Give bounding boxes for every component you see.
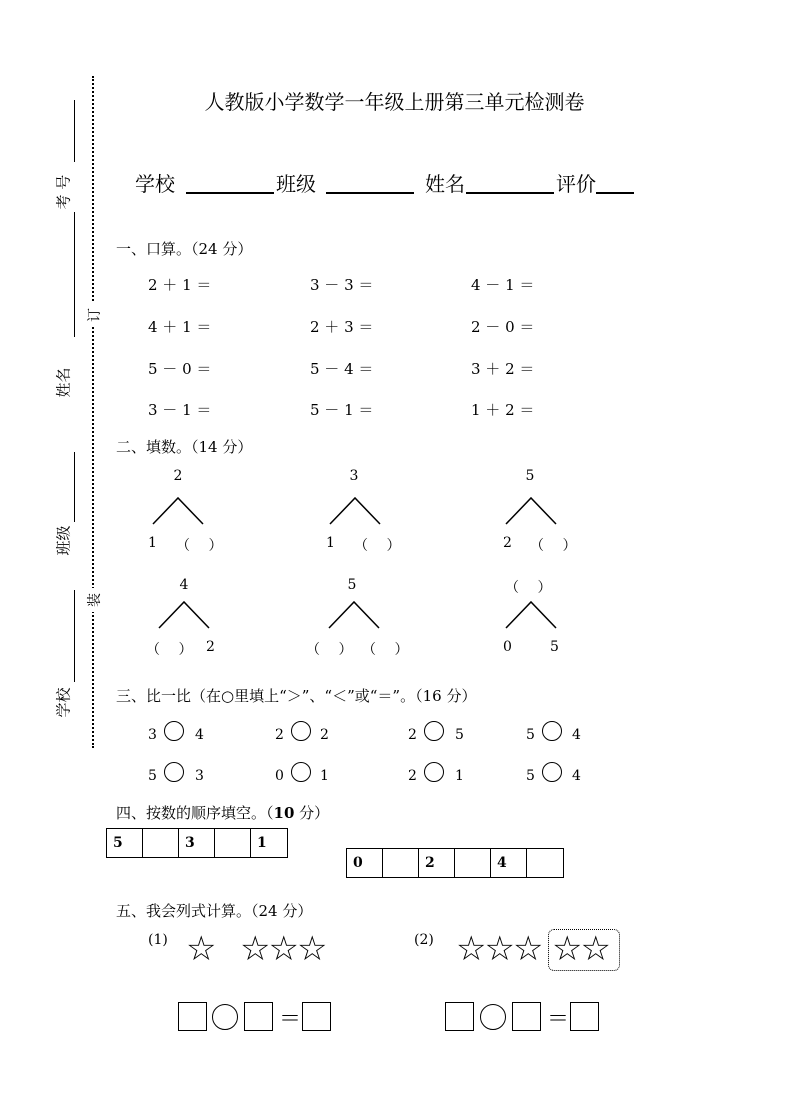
answer-box[interactable] (178, 1002, 207, 1031)
tree-left-blank[interactable]: （ ） (306, 642, 353, 658)
page-title: 人教版小学数学一年级上册第三单元检测卷 (204, 90, 585, 114)
compare-circle[interactable] (542, 721, 562, 741)
star-group-icon: ☆☆ (552, 929, 609, 969)
sequence-cell: 3 (179, 829, 215, 857)
equals-sign: ＝ (547, 1007, 570, 1032)
sequence-cell: 4 (491, 849, 527, 877)
school-field[interactable] (186, 170, 274, 194)
sequence-cell-blank[interactable] (215, 829, 251, 857)
class-label: 班级 (276, 172, 316, 196)
sequence-cell: 0 (347, 849, 383, 877)
tree-branch-icon (150, 496, 206, 526)
margin-line-name (74, 212, 75, 337)
compare-left: 5 (526, 727, 535, 743)
margin-line-school (74, 590, 75, 682)
oral-calc-item: 2 ＋ 3 ＝ (310, 318, 374, 336)
compare-left: 3 (148, 727, 157, 743)
oral-calc-item: 4 ＋ 1 ＝ (148, 318, 212, 336)
tree-right-blank[interactable]: （ ） (176, 538, 223, 554)
compare-right: 4 (572, 768, 581, 784)
tree-top-blank[interactable]: （ ） (505, 580, 552, 596)
operator-circle[interactable] (480, 1004, 506, 1030)
compare-right: 5 (455, 727, 464, 743)
oral-calc-item: 3 ＋ 2 ＝ (471, 360, 535, 378)
tree-left: 2 (503, 535, 512, 551)
sequence-cell-blank[interactable] (383, 849, 419, 877)
tree-branch-icon (156, 600, 212, 630)
star-group-icon: ☆☆☆ (240, 929, 326, 969)
tree-branch-icon (326, 600, 382, 630)
margin-line-class (74, 452, 75, 522)
margin-label-name: 姓名 (54, 367, 73, 398)
sequence-box-1 (106, 828, 288, 858)
tree-right: 5 (550, 639, 559, 655)
problem-1-label: (1) (148, 932, 168, 948)
tree-branch-icon (503, 496, 559, 526)
compare-right: 3 (195, 768, 204, 784)
answer-box[interactable] (244, 1002, 273, 1031)
tree-right-blank[interactable]: （ ） (354, 538, 401, 554)
oral-calc-item: 1 ＋ 2 ＝ (471, 401, 535, 419)
compare-circle[interactable] (164, 762, 184, 782)
tree-top: 3 (349, 468, 359, 484)
tree-left: 1 (148, 535, 157, 551)
compare-circle[interactable] (291, 762, 311, 782)
tree-left: 1 (326, 535, 335, 551)
section-3-heading: 三、比一比（在○里填上“＞”、“＜”或“＝”。（16 分） (116, 687, 477, 705)
compare-left: 2 (275, 727, 284, 743)
tree-top: 4 (179, 577, 189, 593)
section-4-heading-suffix: 分） (294, 804, 330, 822)
oral-calc-item: 3 － 1 ＝ (148, 401, 212, 419)
oral-calc-item: 5 － 0 ＝ (148, 360, 212, 378)
compare-circle[interactable] (164, 721, 184, 741)
answer-box[interactable] (302, 1002, 331, 1031)
tree-right-blank[interactable]: （ ） (362, 642, 409, 658)
name-field[interactable] (466, 170, 554, 194)
operator-circle[interactable] (212, 1004, 238, 1030)
compare-right: 2 (320, 727, 329, 743)
compare-left: 2 (408, 727, 417, 743)
class-field[interactable] (326, 170, 414, 194)
compare-right: 1 (320, 768, 329, 784)
sequence-box-2 (346, 848, 564, 878)
margin-zhuang: 装 (84, 588, 104, 612)
section-1-heading: 一、口算。（24 分） (116, 240, 253, 258)
star-group-icon: ☆☆☆ (456, 929, 542, 969)
sequence-cell: 1 (257, 835, 267, 851)
tree-top: 5 (347, 577, 357, 593)
section-4-points: 10 (273, 804, 295, 822)
compare-circle[interactable] (424, 721, 444, 741)
school-label: 学校 (135, 172, 175, 196)
star-icon: ☆ (186, 929, 215, 969)
oral-calc-item: 2 ＋ 1 ＝ (148, 276, 212, 294)
margin-label-exam-no: 考 号 (54, 174, 73, 210)
grade-field[interactable] (596, 170, 634, 194)
compare-left: 0 (275, 768, 284, 784)
tree-left-blank[interactable]: （ ） (146, 642, 193, 658)
tree-branch-icon (503, 600, 559, 630)
margin-ding: 订 (84, 303, 104, 327)
equals-sign: ＝ (279, 1007, 302, 1032)
sequence-cell: 2 (419, 849, 455, 877)
tree-branch-icon (327, 496, 383, 526)
oral-calc-item: 5 － 4 ＝ (310, 360, 374, 378)
sequence-cell-blank[interactable] (455, 849, 491, 877)
section-5-heading: 五、我会列式计算。（24 分） (116, 902, 313, 920)
margin-label-class: 班级 (54, 525, 73, 556)
compare-right: 4 (195, 727, 204, 743)
compare-left: 5 (526, 768, 535, 784)
answer-box[interactable] (512, 1002, 541, 1031)
oral-calc-item: 4 － 1 ＝ (471, 276, 535, 294)
compare-circle[interactable] (542, 762, 562, 782)
section-4-heading (116, 802, 329, 823)
name-label: 姓名 (425, 172, 465, 196)
margin-label-school: 学校 (54, 687, 73, 718)
compare-right: 4 (572, 727, 581, 743)
oral-calc-item: 5 － 1 ＝ (310, 401, 374, 419)
problem-2-label: (2) (414, 932, 434, 948)
compare-circle[interactable] (291, 721, 311, 741)
compare-right: 1 (455, 768, 464, 784)
oral-calc-item: 3 － 3 ＝ (310, 276, 374, 294)
binding-dotted-line (92, 76, 94, 748)
sequence-cell-blank[interactable] (143, 829, 179, 857)
tree-right: 2 (206, 639, 215, 655)
tree-right-blank[interactable]: （ ） (530, 538, 577, 554)
tree-top: 2 (173, 468, 183, 484)
tree-left: 0 (503, 639, 512, 655)
answer-box[interactable] (570, 1002, 599, 1031)
grade-label: 评价 (556, 172, 596, 196)
oral-calc-item: 2 － 0 ＝ (471, 318, 535, 336)
section-4-heading-text: 四、按数的顺序填空。（ (116, 804, 274, 822)
section-2-heading: 二、填数。（14 分） (116, 438, 253, 456)
compare-left: 5 (148, 768, 157, 784)
tree-top: 5 (525, 468, 535, 484)
answer-box[interactable] (445, 1002, 474, 1031)
sequence-cell-blank[interactable] (527, 849, 563, 877)
sequence-cell: 5 (107, 829, 143, 857)
compare-circle[interactable] (424, 762, 444, 782)
compare-left: 2 (408, 768, 417, 784)
